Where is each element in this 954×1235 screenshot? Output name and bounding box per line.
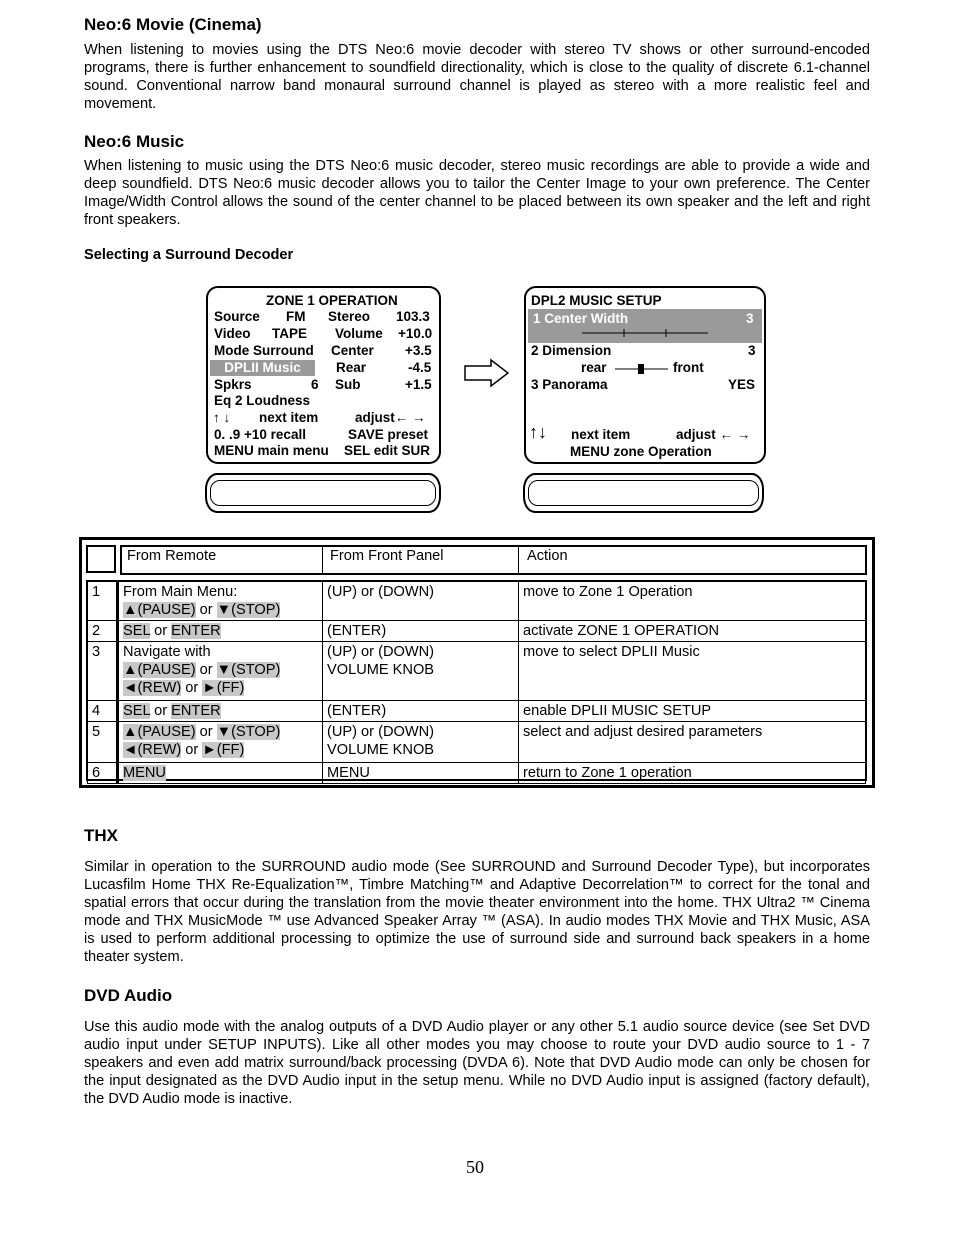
sub-label: Sub [335, 377, 361, 392]
volume-value: +10.0 [398, 326, 433, 341]
step-number: 1 [88, 582, 118, 621]
up-down-arrows-icon: ↑ ↓ [213, 410, 231, 425]
rear-value: -4.5 [408, 360, 432, 375]
remote-cell: SEL or ENTER [118, 701, 323, 722]
action-cell: activate ZONE 1 OPERATION [519, 621, 866, 642]
right-arrow-icon [463, 358, 511, 388]
menu-main-hint: MENU main menu [214, 443, 329, 458]
action-cell: move to Zone 1 Operation [519, 582, 866, 621]
rear-end-label: rear [581, 360, 607, 375]
next-item-hint: next item [571, 427, 631, 442]
center-width-slider[interactable] [582, 328, 710, 338]
table-row [88, 763, 866, 784]
header-from-front-panel: From Front Panel [330, 548, 444, 564]
page-number: 50 [466, 1157, 484, 1177]
panel-cell: (ENTER) [323, 701, 519, 722]
section-heading-dvd-audio: DVD Audio [84, 986, 173, 1005]
panorama-value: YES [728, 377, 756, 392]
panel-cell: (UP) or (DOWN) [323, 582, 519, 621]
step-number: 4 [88, 701, 118, 722]
dimension-slider[interactable] [614, 363, 670, 375]
paragraph-neo6-movie: When listening to movies using the DTS Neo:6 movie decoder with stereo TV shows or other surround-encoded programs, there is further enhancement to soundfield directionality, which is close to the quality of discrete 6.1-channel sound. Conventional narrow band monaural surround channel is played as stereo with a more realistic feel and movement. [84, 42, 870, 112]
section-heading-thx: THX [84, 826, 118, 845]
remote-cell: From Main Menu: ▲(PAUSE) or ▼(STOP) [118, 582, 323, 621]
front-panel-display-left [205, 473, 441, 513]
center-value: +3.5 [405, 343, 432, 358]
next-item-hint: next item [259, 410, 319, 425]
source-label: Source [214, 309, 260, 324]
rear-label: Rear [336, 360, 367, 375]
adjust-hint: adjust ← → [676, 427, 751, 442]
volume-label: Volume [335, 326, 383, 341]
paragraph-thx: Similar in operation to the SURROUND audio mode (See SURROUND and Surround Decoder Type), but incorporates Lucasfilm Home THX Re-Equalization™, Timbre Matching™ and Adaptive Decorrelation™ to correct for the tonal and spatial errors that occur during the translation from the movie theater environment into the home. THX Ultra2 ™ Cinema mode and THX MusicMode ™ use Advanced Speaker Array ™ (ASA). In audio modes THX Movie and THX Music, ASA is used to perform additional processing to optimize the use of surround side and surround back speakers in a home theater system. [84, 859, 870, 965]
section-heading-neo6-music: Neo:6 Music [84, 132, 185, 151]
step-number: 3 [88, 642, 118, 701]
action-cell: enable DPLII MUSIC SETUP [519, 701, 866, 722]
up-down-arrows-icon: ↑↓ [529, 422, 547, 442]
video-label: Video [214, 326, 251, 341]
paragraph-neo6-music: When listening to music using the DTS Neo:6 music decoder, stereo music recordings are able to provide a wide and deep soundfield. DTS Neo:6 music decoder allows you to tailor the Center Image to your own preference. The Center Image/Width Control allows the sound of the center channel to be placed between its own speaker and the left and right front speakers. [84, 158, 870, 228]
step-number: 5 [88, 722, 118, 763]
speakers-label: Spkrs [214, 377, 252, 392]
sub-value: +1.5 [405, 377, 432, 392]
step-number: 6 [88, 763, 118, 784]
front-end-label: front [673, 360, 704, 375]
table-row [88, 642, 866, 701]
table-row [88, 621, 866, 642]
video-value: TAPE [272, 326, 308, 341]
action-cell: move to select DPLII Music [519, 642, 866, 701]
action-cell: select and adjust desired parameters [519, 722, 866, 763]
panel-cell: (UP) or (DOWN) VOLUME KNOB [323, 642, 519, 701]
source-mode: Stereo [328, 309, 371, 324]
menu-zone-hint: MENU zone Operation [570, 444, 712, 459]
panel-cell: (UP) or (DOWN) VOLUME KNOB [323, 722, 519, 763]
front-panel-display-right [523, 473, 764, 513]
table-row [88, 582, 866, 621]
source-frequency: 103.3 [396, 309, 430, 324]
dpl2-music-setup-screen [524, 286, 766, 464]
section-heading-neo6-movie: Neo:6 Movie (Cinema) [84, 15, 262, 34]
eq-label: Eq 2 Loudness [214, 393, 311, 408]
panel-cell: (ENTER) [323, 621, 519, 642]
dpl2-title: DPL2 MUSIC SETUP [531, 293, 662, 308]
remote-cell: ▲(PAUSE) or ▼(STOP) ◄(REW) or ►(FF) [118, 722, 323, 763]
recall-hint: 0. .9 +10 recall [214, 427, 306, 442]
dimension-value: 3 [748, 343, 756, 358]
paragraph-dvd-audio: Use this audio mode with the analog outputs of a DVD Audio player or any other 5.1 audio source device (see Set DVD audio input under SETUP INPUTS). Like all other modes you may choose to route your DVD audio source to 1 - 7 speakers and even add matrix surround/back processing (DVDA 6). Note that DVD Audio mode can only be chosen for the input designated as the DVD Audio input in the setup menu. While no DVD Audio input is assigned (factory default), the DVD Audio mode is inactive. [84, 1019, 870, 1107]
action-cell: return to Zone 1 operation [519, 763, 866, 784]
zone-operation-screen [206, 286, 441, 464]
subheading-selecting-decoder: Selecting a Surround Decoder [84, 247, 294, 263]
remote-cell: SEL or ENTER [118, 621, 323, 642]
source-value: FM [286, 309, 306, 324]
header-action: Action [527, 548, 568, 564]
table-row [88, 701, 866, 722]
selected-mode-highlight[interactable]: DPLII Music [210, 360, 315, 376]
mode-label: Mode Surround [214, 343, 314, 358]
step-number: 2 [88, 621, 118, 642]
save-preset-hint: SAVE preset [348, 427, 429, 442]
table-corner-cell [86, 545, 116, 573]
center-label: Center [331, 343, 374, 358]
center-width-value: 3 [746, 311, 754, 326]
adjust-hint: adjust← → [355, 410, 426, 425]
panorama-label: 3 Panorama [531, 377, 608, 392]
dimension-label: 2 Dimension [531, 343, 612, 358]
speakers-value: 6 [311, 377, 319, 392]
zone-title: ZONE 1 OPERATION [266, 293, 398, 308]
center-width-label: 1 Center Width [533, 311, 629, 326]
sel-edit-hint: SEL edit SUR [344, 443, 431, 458]
table-header-row [120, 545, 867, 575]
table-row [88, 722, 866, 763]
panel-cell: MENU [323, 763, 519, 784]
header-from-remote: From Remote [127, 548, 217, 564]
remote-cell: MENU [118, 763, 323, 784]
steps-table [87, 581, 866, 784]
remote-cell: Navigate with ▲(PAUSE) or ▼(STOP) ◄(REW) or ►(FF) [118, 642, 323, 701]
